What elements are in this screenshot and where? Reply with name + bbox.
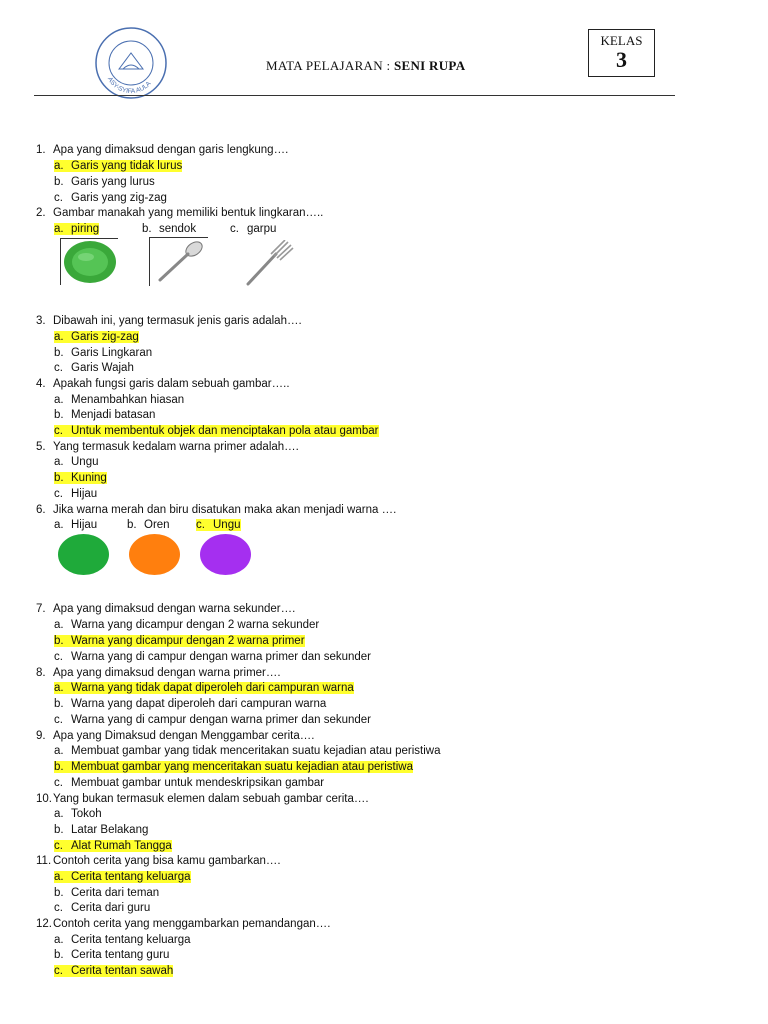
- answer-option: [54, 870, 191, 884]
- kelas-value: 3: [616, 47, 627, 72]
- question-number: 5.: [36, 441, 46, 453]
- option-letter: c.: [54, 192, 63, 204]
- question: [36, 503, 396, 517]
- option-letter: a.: [54, 223, 64, 235]
- question: [36, 666, 281, 680]
- question-number: 7.: [36, 603, 46, 615]
- option-letter: b.: [54, 347, 64, 359]
- question-number: 3.: [36, 315, 46, 327]
- answer-option-content: [54, 965, 173, 977]
- option-letter: c.: [54, 425, 63, 437]
- answer-option: [54, 964, 173, 978]
- option-letter: b.: [54, 409, 64, 421]
- answer-option: [54, 487, 97, 501]
- option-text: Warna yang di campur dengan warna primer dan sekunder: [71, 651, 372, 663]
- answer-option: [54, 697, 326, 711]
- option-letter: b.: [54, 176, 64, 188]
- kelas-box: [588, 29, 655, 77]
- option-letter: c.: [54, 488, 63, 500]
- answer-option-content: [54, 777, 324, 789]
- option-text: garpu: [247, 223, 277, 235]
- answer-option: [54, 222, 99, 236]
- answer-option: [54, 361, 134, 375]
- option-text: Ungu: [213, 519, 241, 531]
- question: [36, 602, 295, 616]
- answer-option-content: [54, 362, 134, 374]
- option-text: Cerita tentang keluarga: [71, 871, 191, 883]
- answer-option-content: [54, 745, 440, 757]
- answer-option-content: [54, 824, 148, 836]
- subject-title: [266, 58, 465, 74]
- subject-name: SENI RUPA: [393, 58, 466, 73]
- question-text: Contoh cerita yang menggambarkan pemandangan….: [53, 918, 331, 930]
- option-letter: b.: [54, 698, 64, 710]
- question-text: Dibawah ini, yang termasuk jenis garis adalah….: [53, 315, 302, 327]
- answer-option: [54, 424, 379, 438]
- question-text: Apakah fungsi garis dalam sebuah gambar…..: [53, 378, 290, 390]
- answer-option: [54, 823, 148, 837]
- answer-option-content: [54, 488, 97, 500]
- option-text: Garis zig-zag: [71, 331, 139, 343]
- answer-option: [54, 886, 159, 900]
- answer-option-content: [54, 635, 305, 647]
- option-text: Garis yang lurus: [71, 176, 155, 188]
- answer-option: [54, 346, 152, 360]
- question-text: Jika warna merah dan biru disatukan maka akan menjadi warna ….: [53, 504, 397, 516]
- option-text: Cerita dari guru: [71, 902, 151, 914]
- question-number: 2.: [36, 207, 46, 219]
- option-text: Cerita tentang guru: [71, 949, 170, 961]
- option-letter: c.: [230, 223, 239, 235]
- answer-option-content: [196, 519, 241, 531]
- option-letter: a.: [54, 871, 64, 883]
- option-text: Membuat gambar untuk mendeskripsikan gambar: [71, 777, 325, 789]
- question-number: 10.: [36, 793, 52, 805]
- answer-option-content: [54, 761, 413, 773]
- answer-option-content: [54, 425, 379, 437]
- answer-option: [54, 159, 182, 173]
- option-text: Warna yang dapat diperoleh dari campuran warna: [71, 698, 327, 710]
- question-text: Yang termasuk kedalam warna primer adalah….: [53, 441, 299, 453]
- option-letter: c.: [54, 651, 63, 663]
- answer-option: [54, 191, 167, 205]
- answer-option-content: [54, 176, 155, 188]
- option-text: Cerita tentang keluarga: [71, 934, 191, 946]
- option-text: Oren: [144, 519, 170, 531]
- answer-option: [54, 471, 107, 485]
- option-text: Warna yang dicampur dengan 2 warna sekunder: [71, 619, 320, 631]
- option-text: Garis Lingkaran: [71, 347, 153, 359]
- question-text: Apa yang Dimaksud dengan Menggambar cerita….: [53, 730, 315, 742]
- question: [36, 143, 288, 157]
- option-text: Cerita tentan sawah: [71, 965, 174, 977]
- answer-option: [54, 634, 305, 648]
- option-text: Cerita dari teman: [71, 887, 160, 899]
- answer-option-content: [54, 949, 169, 961]
- header-divider: [34, 95, 675, 96]
- question: [36, 854, 281, 868]
- purple-circle: [200, 534, 251, 575]
- answer-option-content: [54, 223, 99, 235]
- answer-option-content: [54, 347, 152, 359]
- option-letter: a.: [54, 519, 64, 531]
- option-text: Garis yang tidak lurus: [71, 160, 183, 172]
- answer-option: [54, 744, 440, 758]
- option-text: Membuat gambar yang menceritakan suatu kejadian atau peristiwa: [71, 761, 413, 773]
- answer-option: [54, 776, 324, 790]
- question-text: Gambar manakah yang memiliki bentuk lingkaran…..: [53, 207, 324, 219]
- green-plate-image: [60, 238, 118, 285]
- question: [36, 917, 330, 931]
- answer-option-content: [54, 808, 102, 820]
- question: [36, 314, 302, 328]
- option-text: Garis Wajah: [71, 362, 134, 374]
- answer-option: [54, 839, 172, 853]
- answer-option: [54, 408, 155, 422]
- answer-option: [54, 948, 169, 962]
- option-letter: a.: [54, 682, 64, 694]
- question-text: Apa yang dimaksud dengan warna sekunder….: [53, 603, 296, 615]
- option-text: piring: [71, 223, 100, 235]
- option-text: Menambahkan hiasan: [71, 394, 185, 406]
- question-text: Contoh cerita yang bisa kamu gambarkan….: [53, 855, 281, 867]
- answer-option-content: [54, 651, 371, 663]
- answer-option: [54, 807, 102, 821]
- option-letter: b.: [54, 949, 64, 961]
- question-number: 1.: [36, 144, 46, 156]
- option-letter: c.: [54, 714, 63, 726]
- answer-option-content: [54, 619, 319, 631]
- answer-option-content: [142, 223, 196, 235]
- option-letter: a.: [54, 934, 64, 946]
- option-text: sendok: [159, 223, 197, 235]
- answer-option-content: [54, 409, 155, 421]
- option-text: Tokoh: [71, 808, 102, 820]
- question-number: 8.: [36, 667, 46, 679]
- answer-option-content: [54, 160, 182, 172]
- question: [36, 377, 290, 391]
- question: [36, 792, 369, 806]
- answer-option: [54, 618, 319, 632]
- subject-prefix: MATA PELAJARAN :: [266, 58, 394, 73]
- option-letter: c.: [196, 519, 205, 531]
- option-text: Garis yang zig-zag: [71, 192, 167, 204]
- option-text: Hijau: [71, 519, 98, 531]
- option-text: Membuat gambar yang tidak menceritakan suatu kejadian atau peristiwa: [71, 745, 441, 757]
- question: [36, 729, 314, 743]
- answer-option: [54, 650, 371, 664]
- answer-option-content: [54, 519, 97, 531]
- question: [36, 440, 299, 454]
- answer-option-content: [54, 456, 99, 468]
- option-text: Ungu: [71, 456, 99, 468]
- option-letter: b.: [54, 887, 64, 899]
- answer-option-content: [54, 472, 107, 484]
- answer-option-content: [54, 698, 326, 710]
- answer-option: [54, 933, 191, 947]
- option-letter: b.: [54, 635, 64, 647]
- logo-text-bottom: ASY-SYIFA AULA: [105, 76, 153, 96]
- answer-option: [54, 175, 155, 189]
- option-text: Warna yang dicampur dengan 2 warna primer: [71, 635, 305, 647]
- fork-image: [240, 240, 295, 288]
- option-text: Latar Belakang: [71, 824, 149, 836]
- option-letter: a.: [54, 808, 64, 820]
- question-number: 4.: [36, 378, 46, 390]
- answer-option: [54, 760, 413, 774]
- answer-option: [54, 518, 97, 532]
- answer-option: [196, 518, 241, 532]
- answer-option-content: [54, 714, 371, 726]
- answer-option: [54, 330, 139, 344]
- question-text: Apa yang dimaksud dengan garis lengkung….: [53, 144, 289, 156]
- option-letter: a.: [54, 160, 64, 172]
- green-circle: [58, 534, 109, 575]
- option-letter: b.: [142, 223, 152, 235]
- orange-circle: [129, 534, 180, 575]
- answer-option-content: [54, 902, 150, 914]
- answer-option-content: [54, 934, 191, 946]
- answer-option: [142, 222, 196, 236]
- option-letter: c.: [54, 362, 63, 374]
- answer-option-content: [54, 331, 139, 343]
- answer-option-content: [54, 682, 354, 694]
- option-letter: a.: [54, 619, 64, 631]
- option-text: Hijau: [71, 488, 98, 500]
- option-text: Warna yang tidak dapat diperoleh dari campuran warna: [71, 682, 354, 694]
- answer-option: [230, 222, 276, 236]
- option-letter: c.: [54, 902, 63, 914]
- answer-option: [54, 681, 354, 695]
- option-letter: b.: [54, 824, 64, 836]
- question-number: 6.: [36, 504, 46, 516]
- option-letter: a.: [54, 331, 64, 343]
- option-letter: b.: [127, 519, 137, 531]
- kelas-label: KELAS: [600, 33, 643, 48]
- answer-option: [54, 713, 371, 727]
- option-letter: c.: [54, 840, 63, 852]
- option-letter: a.: [54, 745, 64, 757]
- answer-option: [127, 518, 170, 532]
- question-number: 9.: [36, 730, 46, 742]
- option-text: Menjadi batasan: [71, 409, 156, 421]
- question-number: 11.: [36, 855, 52, 867]
- option-text: Kuning: [71, 472, 107, 484]
- answer-option-content: [127, 519, 170, 531]
- option-text: Alat Rumah Tangga: [71, 840, 172, 852]
- option-letter: b.: [54, 761, 64, 773]
- answer-option-content: [54, 887, 159, 899]
- answer-option-content: [54, 192, 167, 204]
- question: [36, 206, 323, 220]
- answer-option-content: [54, 871, 191, 883]
- answer-option-content: [230, 223, 276, 235]
- logo-text-top: [93, 25, 168, 27]
- answer-option: [54, 455, 99, 469]
- option-letter: c.: [54, 777, 63, 789]
- school-logo: [93, 25, 169, 101]
- option-letter: a.: [54, 394, 64, 406]
- question-number: 12.: [36, 918, 52, 930]
- answer-option: [54, 393, 184, 407]
- answer-option-content: [54, 394, 184, 406]
- option-text: Untuk membentuk objek dan menciptakan pola atau gambar: [71, 425, 379, 437]
- question-text: Yang bukan termasuk elemen dalam sebuah gambar cerita….: [53, 793, 369, 805]
- question-text: Apa yang dimaksud dengan warna primer….: [53, 667, 281, 679]
- option-text: Warna yang di campur dengan warna primer dan sekunder: [71, 714, 372, 726]
- option-letter: c.: [54, 965, 63, 977]
- option-letter: a.: [54, 456, 64, 468]
- answer-option: [54, 901, 150, 915]
- spoon-image: [149, 237, 208, 286]
- option-letter: b.: [54, 472, 64, 484]
- answer-option-content: [54, 840, 172, 852]
